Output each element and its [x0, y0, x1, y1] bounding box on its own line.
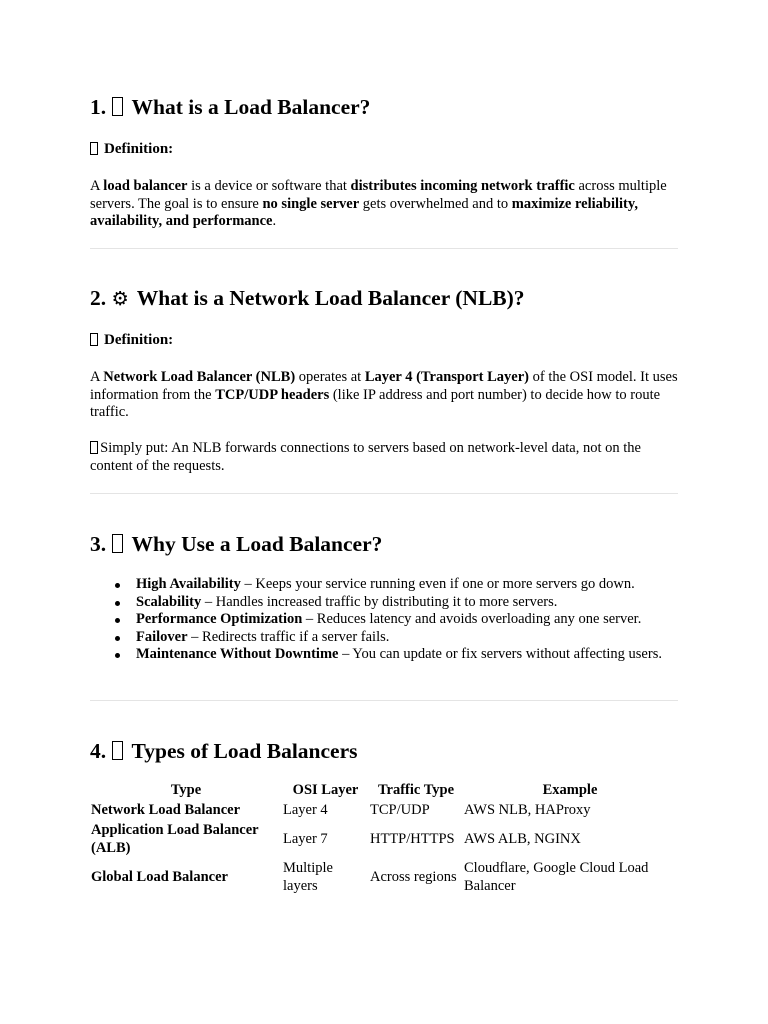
list-item: Failover – Redirects traffic if a server fails.: [136, 629, 678, 647]
missing-glyph-icon: [90, 142, 98, 155]
section-1-heading: [90, 94, 678, 120]
section-1-subheading: Definition:: [90, 140, 678, 158]
column-header: Type: [170, 782, 202, 798]
divider: [90, 700, 678, 701]
section-4-heading: [90, 738, 678, 764]
table-cell: Cloudflare, Google Cloud Load Balancer: [464, 860, 649, 894]
divider: [90, 248, 678, 249]
table-cell: Layer 7: [283, 830, 328, 847]
table-cell: Across regions: [370, 868, 457, 885]
section-3-heading: [90, 531, 678, 557]
missing-glyph-icon: [90, 333, 98, 346]
section-4-title: Types of Load Balancers: [131, 739, 358, 763]
list-item: Scalability – Handles increased traffic by distributing it to more servers.: [136, 594, 678, 612]
section-1-number: 1.: [90, 95, 107, 119]
section-2-note: Simply put: An NLB forwards connections to servers based on network-level data, not on the content of the requests.: [90, 440, 641, 474]
table-row: [90, 801, 677, 822]
section-1-paragraph: A load balancer is a device or software that distributes incoming network traffic across multiple servers. The goal is to ensure no single server gets overwhelmed and to maximize reliability, availability, and performance.: [90, 178, 667, 229]
table-cell: Layer 4: [283, 801, 328, 818]
table-cell: Application Load Balancer (ALB): [91, 822, 259, 856]
section-2-subheading: Definition:: [90, 331, 678, 349]
table-row: [90, 859, 677, 897]
missing-glyph-icon: [90, 441, 98, 454]
table-cell: AWS ALB, NGINX: [464, 830, 581, 847]
column-header: OSI Layer: [292, 782, 359, 798]
divider: [90, 493, 678, 494]
missing-glyph-icon: [112, 534, 124, 552]
table-cell: HTTP/HTTPS: [370, 830, 455, 847]
column-header: Traffic Type: [377, 782, 455, 798]
section-2-paragraph: A Network Load Balancer (NLB) operates at Layer 4 (Transport Layer) of the OSI model. It uses information from the TCP/UDP headers (like IP address and port number) to decide how to route traffic.: [90, 369, 678, 420]
missing-glyph-icon: [112, 97, 124, 115]
section-2-heading: [90, 285, 678, 312]
column-header: Example: [542, 782, 598, 798]
section-1-title: What is a Load Balancer?: [131, 95, 371, 119]
section-3-title: Why Use a Load Balancer?: [131, 532, 383, 556]
table-row: [90, 821, 677, 859]
list-item: High Availability – Keeps your service running even if one or more servers go down.: [136, 576, 678, 594]
load-balancer-types-table: [90, 782, 677, 897]
section-4-number: 4.: [90, 739, 107, 763]
gear-icon: ⚙: [111, 287, 129, 310]
table-cell: Global Load Balancer: [91, 868, 228, 885]
section-3-number: 3.: [90, 532, 107, 556]
missing-glyph-icon: [112, 741, 124, 759]
section-2-number: 2.: [90, 286, 107, 310]
table-cell: Network Load Balancer: [91, 801, 241, 818]
reasons-list: [90, 576, 678, 664]
list-item: Performance Optimization – Reduces latency and avoids overloading any one server.: [136, 611, 678, 629]
section-2-title: What is a Network Load Balancer (NLB)?: [136, 286, 525, 310]
table-header-row: [90, 782, 677, 801]
list-item: Maintenance Without Downtime – You can update or fix servers without affecting users.: [136, 646, 678, 664]
table-cell: Multiple layers: [283, 860, 333, 894]
table-cell: TCP/UDP: [370, 801, 430, 818]
table-cell: AWS NLB, HAProxy: [464, 801, 591, 818]
